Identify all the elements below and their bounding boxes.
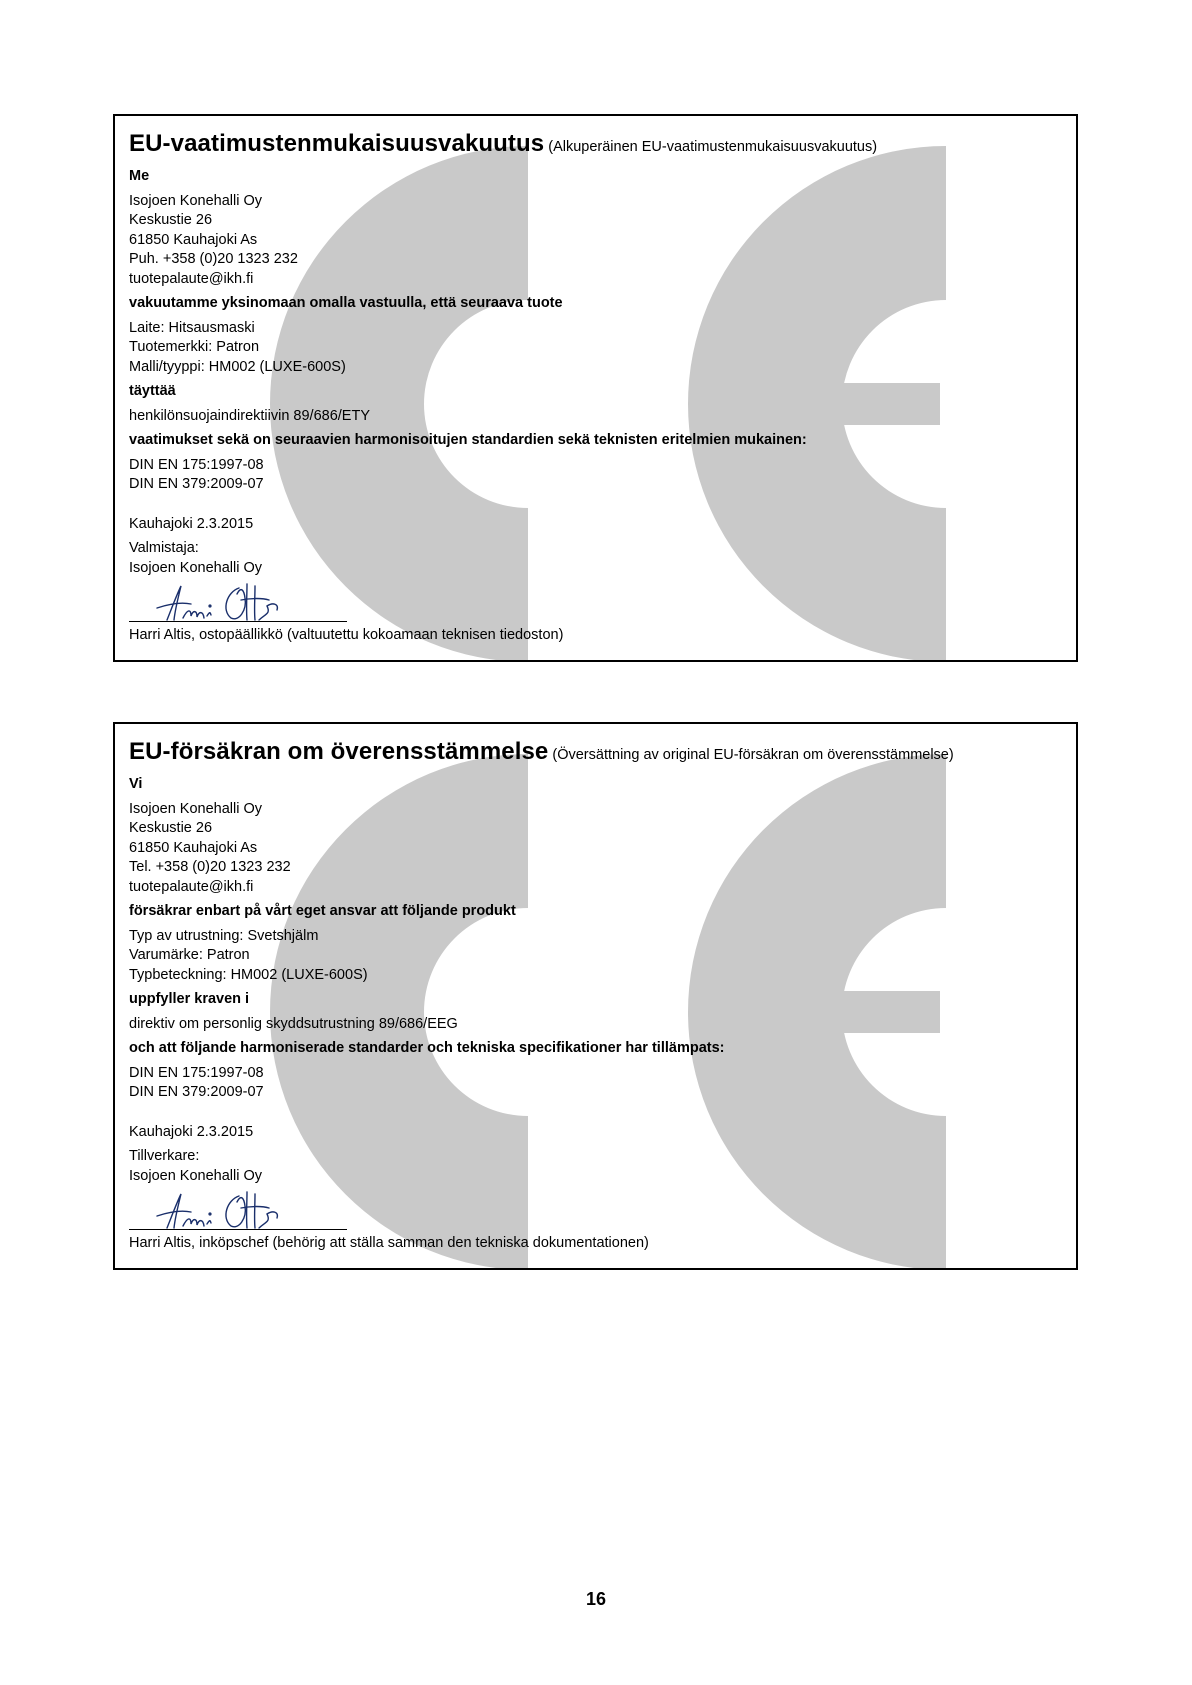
directive: direktiv om personlig skyddsutrustning 89/686/EEG [129, 1015, 458, 1032]
declaration-title: EU-försäkran om överensstämmelse [129, 738, 549, 765]
manufacturer-name: Isojoen Konehalli Oy [129, 559, 262, 576]
title-row [129, 130, 1066, 158]
postal-city: 61850 Kauhajoki As [129, 839, 258, 856]
directive: henkilönsuojaindirektiivin 89/686/ETY [129, 407, 371, 424]
standard-item: DIN EN 175:1997-08 [129, 1064, 264, 1081]
phone-number: Tel. +358 (0)20 1323 232 [129, 859, 291, 875]
declare-statement: vakuutamme yksinomaan omalla vastuulla, että seuraava tuote [129, 295, 563, 311]
signature-icon [147, 580, 287, 624]
we-heading: Vi [129, 776, 143, 792]
we-heading: Me [129, 168, 150, 184]
signature-line [129, 621, 347, 622]
email-address: tuotepalaute@ikh.fi [129, 878, 254, 895]
product-device: Typ av utrustning: Svetshjälm [129, 927, 319, 944]
declaration-finnish [113, 114, 1078, 662]
declaration-title: EU-vaatimustenmukaisuusvakuutus [129, 130, 545, 157]
signatory: Harri Altis, inköpschef (behörig att ställa samman den tekniska dokumentationen) [129, 1235, 649, 1251]
manufacturer-name: Isojoen Konehalli Oy [129, 1167, 262, 1184]
declaration-subtitle: (Översättning av original EU-försäkran om överensstämmelse) [552, 747, 954, 763]
standard-item: DIN EN 379:2009-07 [129, 476, 264, 492]
declaration-content [129, 738, 1066, 1268]
fulfils-heading: uppfyller kraven i [129, 991, 250, 1007]
standard-item: DIN EN 175:1997-08 [129, 456, 264, 473]
street-address: Keskustie 26 [129, 212, 213, 228]
declaration-subtitle: (Alkuperäinen EU-vaatimustenmukaisuusvakuutus) [548, 139, 878, 155]
signatory: Harri Altis, ostopäällikkö (valtuutettu kokoamaan teknisen tiedoston) [129, 627, 564, 643]
signature-area [129, 1186, 359, 1234]
place-date: Kauhajoki 2.3.2015 [129, 1123, 254, 1140]
title-row [129, 738, 1066, 766]
postal-city: 61850 Kauhajoki As [129, 231, 258, 248]
company-name: Isojoen Konehalli Oy [129, 192, 262, 209]
signature-icon [147, 1188, 287, 1232]
product-brand: Varumärke: Patron [129, 947, 250, 963]
standard-item: DIN EN 379:2009-07 [129, 1084, 264, 1100]
place-date: Kauhajoki 2.3.2015 [129, 515, 254, 532]
email-address: tuotepalaute@ikh.fi [129, 270, 254, 287]
company-name: Isojoen Konehalli Oy [129, 800, 262, 817]
product-model: Malli/tyyppi: HM002 (LUXE-600S) [129, 358, 346, 375]
product-model: Typbeteckning: HM002 (LUXE-600S) [129, 966, 368, 983]
phone-number: Puh. +358 (0)20 1323 232 [129, 251, 298, 267]
standards-intro: vaatimukset sekä on seuraavien harmonisoitujen standardien sekä teknisten eritelmien mukainen: [129, 432, 807, 448]
manufacturer-label: Valmistaja: [129, 540, 199, 556]
page-number: 16 [585, 1589, 607, 1609]
street-address: Keskustie 26 [129, 820, 213, 836]
declaration-swedish [113, 722, 1078, 1270]
declare-statement: försäkrar enbart på vårt eget ansvar att följande produkt [129, 903, 516, 919]
manufacturer-label: Tillverkare: [129, 1148, 200, 1164]
fulfils-heading: täyttää [129, 383, 176, 399]
declaration-content [129, 130, 1066, 660]
signature-line [129, 1229, 347, 1230]
product-brand: Tuotemerkki: Patron [129, 339, 260, 355]
product-device: Laite: Hitsausmaski [129, 319, 255, 336]
signature-area [129, 578, 359, 626]
standards-intro: och att följande harmoniserade standarder och tekniska specifikationer har tillämpats: [129, 1040, 725, 1056]
